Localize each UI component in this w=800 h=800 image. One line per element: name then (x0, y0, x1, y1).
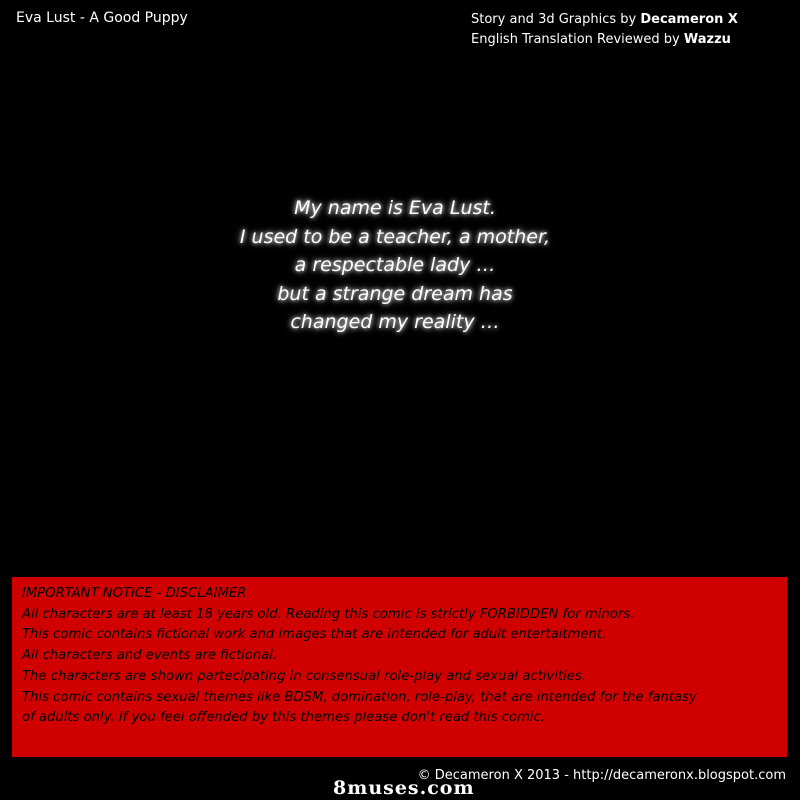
disclaimer-line: This comic contains sexual themes like BDSM, domination, role-play, that are intended for the fantasy (22, 689, 697, 705)
disclaimer-line: This comic contains fictional work and images that are intended for adult entertaitment. (22, 627, 607, 643)
credits-story (471, 10, 738, 30)
intro-line: My name is Eva Lust. (294, 197, 496, 219)
disclaimer-heading: IMPORTANT NOTICE - DISCLAIMER (22, 586, 247, 601)
intro-line: but a strange dream has (277, 282, 513, 305)
credits-translation-author: Wazzu (683, 32, 731, 47)
credits-translation-prefix: English Translation Reviewed by (471, 32, 684, 47)
credits-story-prefix: Story and 3d Graphics by (471, 12, 641, 27)
intro-text (0, 194, 790, 337)
copyright-notice: © Decameron X 2013 - http://decameronx.blogspot.com (417, 768, 786, 783)
comic-title: Eva Lust - A Good Puppy (16, 10, 188, 26)
intro-line: a respectable lady … (294, 254, 496, 276)
disclaimer-line: All characters are at least 18 years old. Reading this comic is strictly FORBIDDEN for minors. (22, 606, 635, 622)
credits-translation (471, 30, 738, 50)
credits-story-author: Decameron X (640, 12, 738, 27)
disclaimer-line: The characters are shown partecipating in consensual role-play and sexual activities. (22, 668, 586, 684)
disclaimer-line: All characters and events are fictional. (22, 648, 278, 664)
intro-line: changed my reality … (290, 311, 500, 333)
site-watermark: 8muses.com (333, 777, 475, 799)
disclaimer-box (12, 577, 787, 757)
disclaimer-line: of adults only. If you feel offended by this themes please don't read this comic. (22, 710, 546, 726)
intro-line: I used to be a teacher, a mother, (239, 225, 551, 248)
credits (471, 10, 738, 50)
